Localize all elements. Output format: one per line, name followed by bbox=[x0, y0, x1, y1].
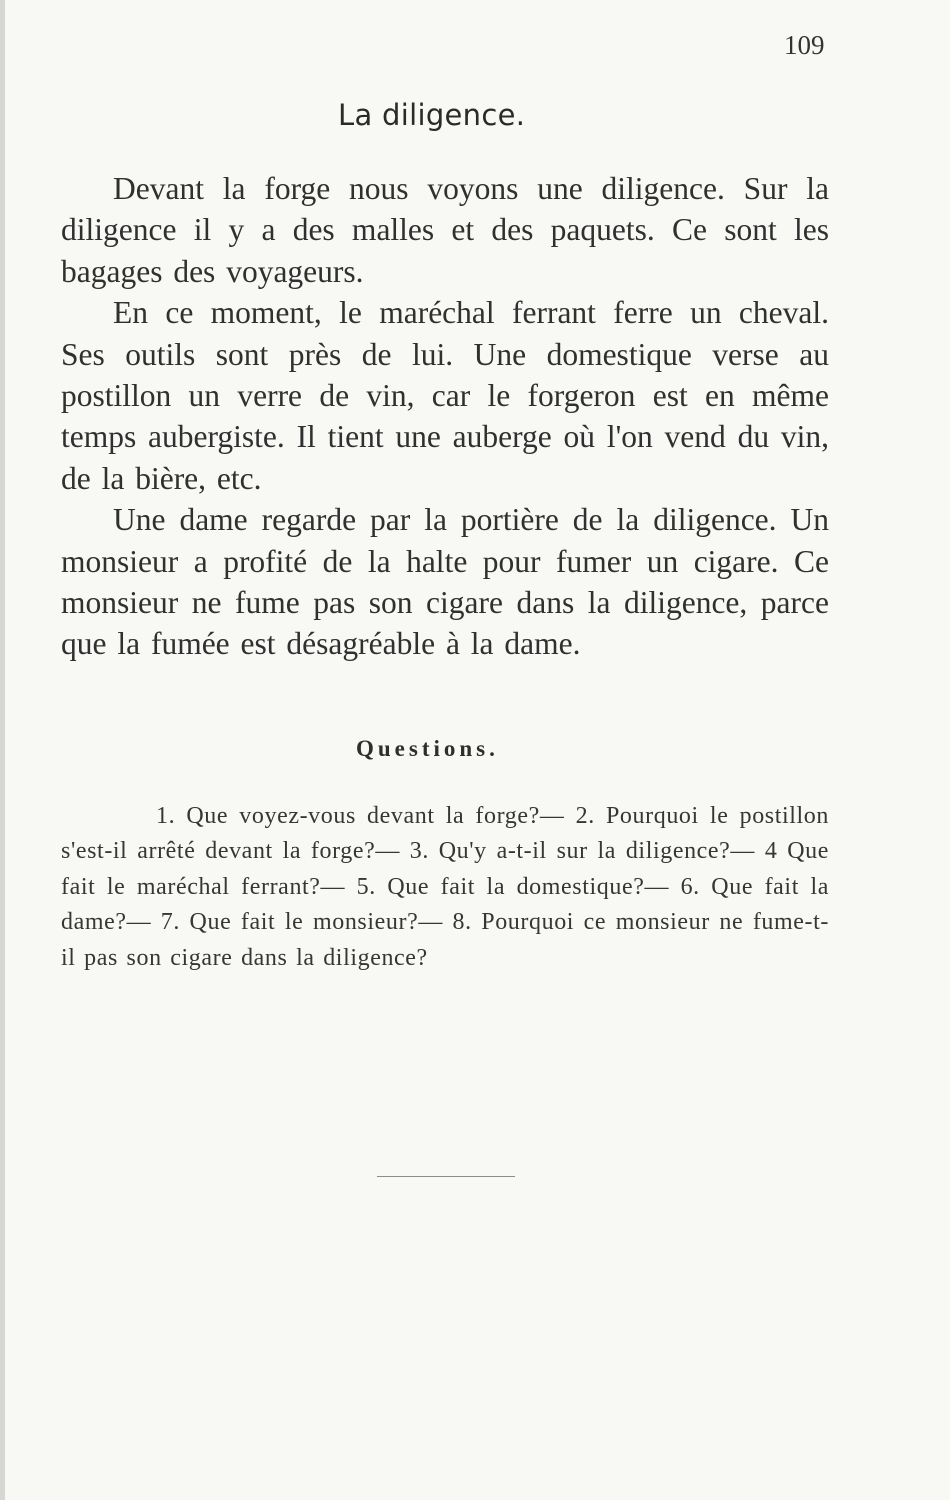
page-number: 109 bbox=[784, 30, 825, 60]
questions-block bbox=[61, 799, 829, 976]
body-text bbox=[61, 168, 829, 665]
end-rule-divider bbox=[377, 1176, 515, 1177]
paragraph: En ce moment, le maréchal ferrant ferre un cheval. Ses outils sont près de lui. Une domestique verse au postillon un verre de vin, car le forgeron est en même temps aubergiste. Il tient une auberge où l'on vend du vin, de la bière, etc. bbox=[61, 295, 829, 496]
paragraph: Devant la forge nous voyons une diligence. Sur la diligence il y a des malles et des paquets. Ce sont les bagages des voyageurs. bbox=[61, 171, 829, 289]
questions-heading: Questions. bbox=[356, 736, 499, 761]
page-spine-edge bbox=[0, 0, 5, 1500]
paragraph: Une dame regarde par la portière de la diligence. Un monsieur a profité de la halte pour fumer un cigare. Ce monsieur ne fume pas son cigare dans la diligence, parce que la fumée est désagréable à la dame. bbox=[61, 502, 829, 662]
chapter-title: La diligence. bbox=[338, 98, 526, 132]
questions-list: 1. Que voyez-vous devant la forge?— 2. Pourquoi le postillon s'est-il arrêté devant la forge?— 3. Qu'y a-t-il sur la diligence?— 4 Que fait le maréchal ferrant?— 5. Que fait la domestique?— 6. Que fait la dame?— 7. Que fait le monsieur?— 8. Pourquoi ce monsieur ne fume-t-il pas son cigare dans la diligence? bbox=[61, 803, 829, 971]
